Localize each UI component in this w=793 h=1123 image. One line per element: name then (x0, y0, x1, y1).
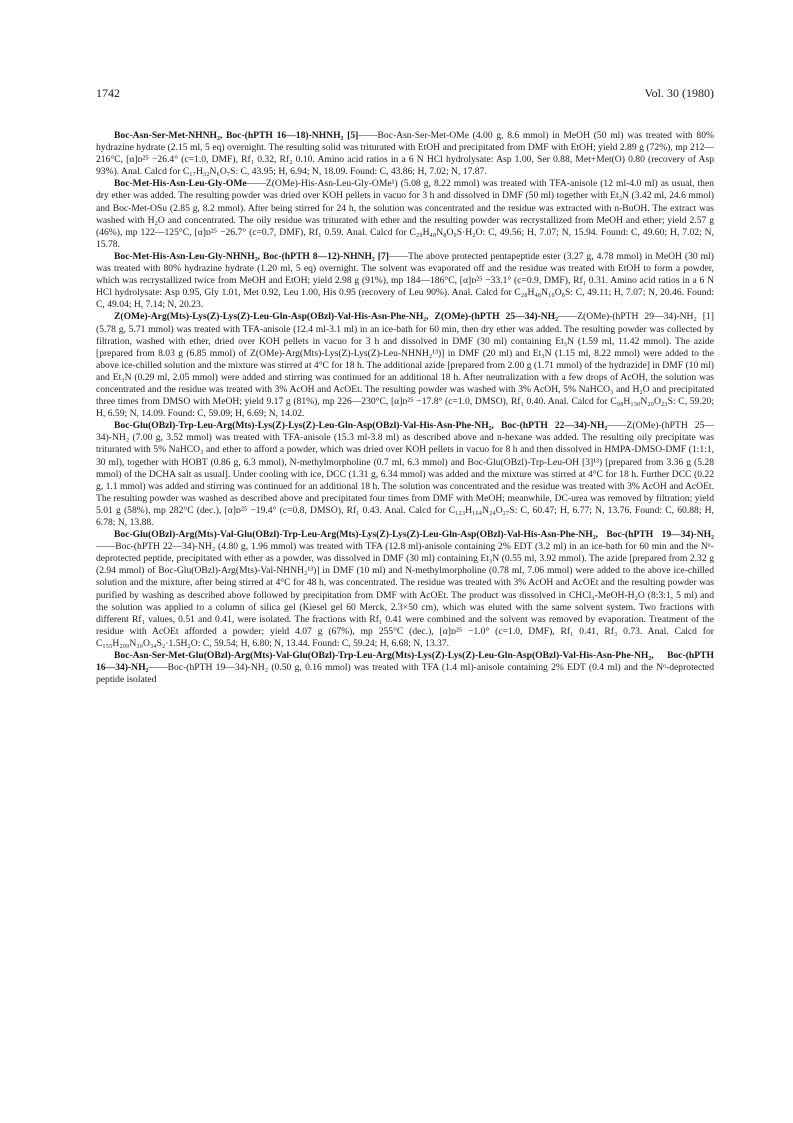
page-number: 1742 (96, 86, 120, 100)
journal-page (96, 86, 715, 686)
paragraph-boc-hpth-22-34-amide (96, 420, 714, 529)
paragraph-text: ——Z(OMe)-His-Asn-Leu-Gly-OMe¹) (5.08 g, 8.22 mmol) was treated with TFA-anisole (12 ml-4.0 ml) as usual, then dry ether was added. The resulting powder was dried over KOH pellets in vacuo for 3 h and dissolved in DMF (50 ml) together with Et₃N (3.42 ml, 24.6 mmol) and Boc-Met-OSu (2.85 g, 8.2 mmol). After being stirred for 24 h, the solution was concentrated and the residue was extracted with n-BuOH. The extract was washed with H₂O and concentrated. The oily residue was triturated with ether and the resulting powder was recrystallized from MeOH and ether; yield 2.57 g (46%), mp 122—125°C, [α]ᴅ²⁵ −26.7° (c=0.7, DMF), Rf₁ 0.59. Anal. Calcd for C₂₉H₄₈N₈O₉S·H₂O: C, 49.56; H, 7.07; N, 15.94. Found: C, 49.60; H, 7.02; N, 15.78. (96, 178, 714, 250)
paragraph-text: ——Boc-(hPTH 22—34)-NH₂ (4.80 g, 1.96 mmol) was treated with TFA (12.8 ml)-anisole containing 2% EDT (3.2 ml) in an ice-bath for 60 min and the Nᵅ-deprotected peptide, precipitated with ether as a powder, was dissolved in DMF (30 ml) containing Et₃N (0.55 ml, 3.92 mmol). The azide [prepared from 2.32 g (2.94 mmol) of Boc-Glu(OBzl)-Arg(Mts)-Val-NHNH₂¹³)] in DMF (10 ml) and N-methylmorpholine (0.78 ml, 7.06 mmol) were added to the above ice-chilled solution and the mixture, after being stirred at 4°C for 48 h, was concentrated. The residue was treated with 3% AcOH and AcOEt and the resulting powder was purified by washing as described above followed by precipitation from DMF with AcOEt. The product was dissolved in CHCl₃-MeOH-H₂O (8:3:1, 5 ml) and the solution was applied to a column of silica gel (Kiesel gel 60 Merck, 2.3×50 cm), which was eluted with the same solvent system. Two fractions with different Rf₁ values, 0.51 and 0.41, were isolated. The fractions with Rf₁ 0.41 were combined and the solvent was removed by evaporation. Treatment of the residue with AcOEt afforded a powder; yield 4.07 g (67%), mp 255°C (dec.), [α]ᴅ²⁵ −1.0° (c=1.0, DMF), Rf₁ 0.41, Rf₃ 0.73. Anal. Calcd for C₁₅₅H₂₀₉N₃₀O₃₄S₂·1.5H₂O: C, 59.54; H, 6.80; N, 13.44. Found: C, 59.24; H, 6.68; N, 13.37. (96, 541, 714, 649)
paragraph-boc-hpth-16-18-hydrazide (96, 130, 714, 178)
paragraph-boc-hpth-8-12-hydrazide (96, 251, 714, 311)
paragraph-text: ——The above protected pentapeptide ester (3.27 g, 4.78 mmol) in MeOH (30 ml) was treated with 80% hydrazine hydrate (1.20 ml, 5 eq) overnight. The solvent was evaporated off and the residue was treated with EtOH to form a powder, which was recrystallized twice from MeOH and EtOH; yield 2.98 g (91%), mp 184—186°C, [α]ᴅ²⁵ −33.1° (c=0.9, DMF), Rf₁ 0.31. Amino acid ratios in a 6 N HCl hydrolysate: Asp 0.95, Gly 1.01, Met 0.92, Leu 1.00, His 0.95 (recovery of Leu 90%). Anal. Calcd for C₂₈H₄₈N₁₀O₈S: C, 49.11; H, 7.07; N, 20.46. Found: C, 49.04; H, 7.14; N, 20.23. (96, 250, 715, 311)
paragraph-boc-met-his-asn-leu-gly-ome (96, 178, 714, 251)
compound-title: Boc-Met-His-Asn-Leu-Gly-OMe (114, 178, 247, 190)
journal-volume: Vol. 30 (1980) (644, 86, 714, 100)
compound-title: Boc-Asn-Ser-Met-Glu(OBzl)-Arg(Mts)-Val-Glu(OBzl)-Trp-Leu-Arg(Mts)-Lys(Z)-Lys(Z)-Leu-Gln-Asp(OBzl)-Val-His-Asn-Phe-NH₂, Boc-(hPTH 16—34)-NH₂ (96, 650, 714, 674)
compound-title: Boc-Asn-Ser-Met-NHNH₂, Boc-(hPTH 16—18)-NHNH₂ [5] (114, 130, 359, 141)
paragraph-boc-hpth-16-34-amide (96, 650, 714, 686)
paragraph-text: ——Z(OMe)-(hPTH 25—34)-NH₂ (7.00 g, 3.52 mmol) was treated with TFA-anisole (15.3 ml-3.8 ml) as described above and n-hexane was added. The resulting oily precipitate was triturated with 5% NaHCO₃ and ether to afford a powder, which was dried over KOH pellets in vacuo for 8 h and then dissolved in HMPA-DMSO-DMF (1:1:1, 30 ml), together with HOBT (0.86 g, 6.3 mmol), N-methylmorpholine (0.7 ml, 6.3 mmol) and Boc-Glu(OBzl)-Trp-Leu-OH [3]¹³) [prepared from 3.36 g (5.28 mmol) of the DCHA salt as usual]. Under cooling with ice, DCC (1.31 g, 6.34 mmol) was added and the mixture was stirred at 4°C for 18 h. Further DCC (0.22 g, 1.1 mmol) was added and stirring was continued for an additional 18 h. The solution was concentrated and the residue was treated with 3% AcOH and AcOEt. The resulting powder was washed as described above and precipitated four times from DMF with MeOH; meanwhile, DC-urea was removed by filtration; yield 5.01 g (58%), mp 282°C (dec.), [α]ᴅ²⁵ −19.4° (c=0.8, DMSO), Rf₁ 0.43. Anal. Calcd for C₁₂₃H₁₆₄N₂₄O₂₇S: C, 60.47; H, 6.77; N, 13.76. Found: C, 60.88; H, 6.78; N, 13.88. (96, 420, 714, 528)
paragraph-boc-hpth-19-34-amide (96, 529, 714, 650)
paragraph-text: ——Boc-Asn-Ser-Met-OMe (4.00 g, 8.6 mmol) in MeOH (50 ml) was treated with 80% hydrazine hydrate (2.15 ml, 5 eq) overnight. The resulting solid was triturated with EtOH and precipitated from DMF with EtOH; yield 2.89 g (72%), mp 212—216°C, [α]ᴅ²⁵ −26.4° (c=1.0, DMF), Rf₁ 0.32, Rf₂ 0.10. Amino acid ratios in a 6 N HCl hydrolysate: Asp 1.00, Ser 0.88, Met+Met(O) 0.80 (recovery of Asp 93%). Anal. Calcd for C₁₇H₃₂N₆O₇S: C, 43.95; H, 6.94; N, 18.09. Found: C, 43.86; H, 7.02; N, 17.87. (96, 130, 714, 178)
compound-title: Boc-Met-His-Asn-Leu-Gly-NHNH₂, Boc-(hPTH 8—12)-NHNH₂ [7] (114, 250, 389, 262)
compound-title: Boc-Glu(OBzl)-Trp-Leu-Arg(Mts)-Lys(Z)-Lys(Z)-Leu-Gln-Asp(OBzl)-Val-His-Asn-Phe-NH₂, Boc-(hPTH 22—34)-NH₂ (114, 420, 608, 432)
paragraph-text: ——Boc-(hPTH 19—34)-NH₂ (0.50 g, 0.16 mmol) was treated with TFA (1.4 ml)-anisole containing 2% EDT (0.4 ml) and the Nᵅ-deprotected peptide isolated (96, 662, 714, 686)
compound-title: Z(OMe)-Arg(Mts)-Lys(Z)-Lys(Z)-Leu-Gln-Asp(OBzl)-Val-His-Asn-Phe-NH₂, Z(OMe)-(hPTH 25—34)-NH₂ (114, 311, 558, 323)
article-body (96, 130, 714, 686)
paragraph-text: ——Z(OMe)-(hPTH 29—34)-NH₂ [1] (5.78 g, 5.71 mmol) was treated with TFA-anisole (12.4 ml-3.1 ml) in an ice-bath for 60 min, then dry ether was added. The resulting powder was collected by filtration, washed with ether, dried over KOH pellets in vacuo for 3 h and dissolved in DMF (30 ml) containing Et₃N (1.59 ml, 11.42 mmol). The azide [prepared from 8.03 g (6.85 mmol) of Z(OMe)-Arg(Mts)-Lys(Z)-Lys(Z)-Leu-NHNH₂¹³)] in DMF (20 ml) and Et₃N (1.15 ml, 8.22 mmol) were added to the above ice-chilled solution and the mixture was stirred at 4°C for 18 h. The additional azide [prepared from 2.00 g (1.71 mmol) of the hydrazide] in DMF (10 ml) and Et₃N (0.29 ml, 2.05 mmol) were added and stirring was continued for an additional 18 h. After neutralization with a few drops of AcOH, the solution was concentrated and the residue was treated with 3% AcOH and AcOEt. The resulting powder was washed with 3% AcOH, 5% NaHCO₃ and H₂O and precipitated three times from DMSO with MeOH; yield 9.17 g (81%), mp 226—230°C, [α]ᴅ²⁵ −17.8° (c=1.0, DMSO), Rf₁ 0.40. Anal. Calcd for C₉₈H₁₃₀N₂₀O₂₃S: C, 59.20; H, 6.59; N, 14.09. Found: C, 59.09; H, 6.69; N, 14.02. (96, 311, 714, 420)
page-header (96, 86, 714, 106)
compound-title: Boc-Glu(OBzl)-Arg(Mts)-Val-Glu(OBzl)-Trp-Leu-Arg(Mts)-Lys(Z)-Lys(Z)-Leu-Gln-Asp(OBzl)-Val-His-Asn-Phe-NH₂, Boc-(hPTH 19—34)-NH₂ (114, 529, 714, 541)
paragraph-zome-hpth-25-34-amide (96, 311, 714, 420)
